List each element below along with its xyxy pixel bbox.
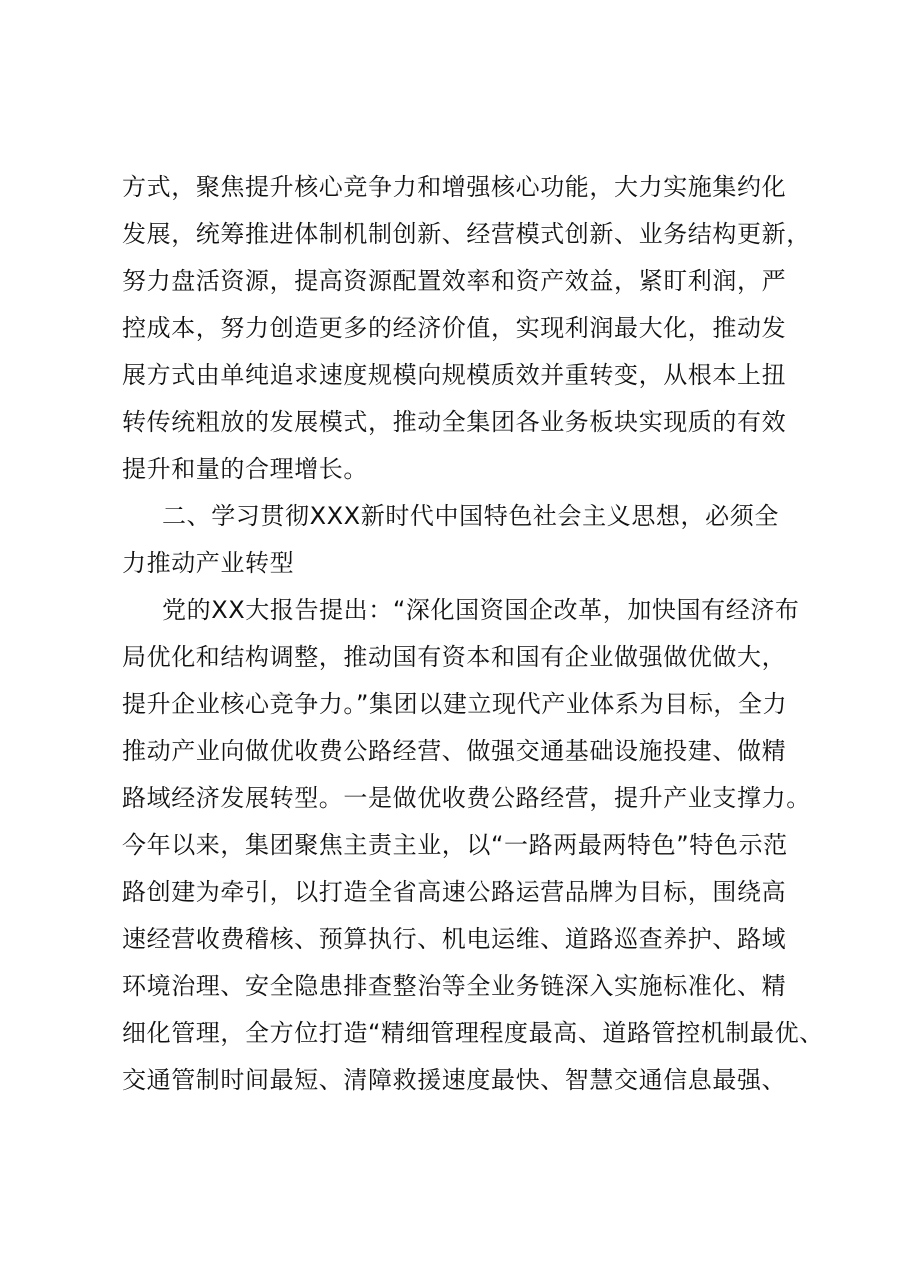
paragraph-line: 细化管理，全方位打造“精细管理程度最高、道路管控机制最优、 — [122, 1019, 824, 1047]
paragraph-line: 推动产业向做优收费公路经营、做强交通基础设施投建、做精 — [122, 737, 787, 765]
document-body — [122, 164, 824, 1104]
paragraph-1 — [122, 164, 812, 493]
paragraph-line: 交通管制时间最短、清障救援速度最快、智慧交通信息最强、 — [122, 1066, 787, 1094]
paragraph-line: 路创建为牵引，以打造全省高速公路运营品牌为目标，围绕高 — [122, 878, 787, 906]
paragraph-line: 控成本，努力创造更多的经济价值，实现利润最大化，推动发 — [122, 314, 787, 342]
paragraph-line: 发展，统筹推进体制机制创新、经营模式创新、业务结构更新， — [122, 220, 811, 248]
heading-line: 二、学习贯彻XXX新时代中国特色社会主义思想，必须全 — [162, 502, 779, 530]
paragraph-line: 提升企业核心竞争力。”集团以建立现代产业体系为目标，全力 — [122, 690, 788, 718]
paragraph-line: 展方式由单纯追求速度规模向规模质效并重转变，从根本上扭 — [122, 361, 787, 389]
paragraph-line: 方式，聚焦提升核心竞争力和增强核心功能，大力实施集约化 — [122, 173, 787, 201]
paragraph-line: 转传统粗放的发展模式，推动全集团各业务板块实现质的有效 — [122, 408, 787, 436]
paragraph-line: 局优化和结构调整，推动国有资本和国有企业做强做优做大， — [122, 643, 787, 671]
paragraph-line: 路域经济发展转型。一是做优收费公路经营，提升产业支撑力。 — [122, 784, 811, 812]
paragraph-line: 努力盘活资源，提高资源配置效率和资产效益，紧盯利润，严 — [122, 267, 787, 295]
paragraph-line: 今年以来，集团聚焦主责主业，以“一路两最两特色”特色示范 — [122, 831, 788, 859]
section-heading — [122, 493, 812, 587]
paragraph-2 — [122, 587, 824, 1104]
paragraph-line: 党的XX大报告提出：“深化国资国企改革，加快国有经济布 — [162, 596, 800, 624]
heading-line: 力推动产业转型 — [122, 549, 295, 577]
paragraph-line: 速经营收费稽核、预算执行、机电运维、道路巡查养护、路域 — [122, 925, 787, 953]
paragraph-line: 环境治理、安全隐患排查整治等全业务链深入实施标准化、精 — [122, 972, 787, 1000]
paragraph-line: 提升和量的合理增长。 — [122, 455, 368, 483]
